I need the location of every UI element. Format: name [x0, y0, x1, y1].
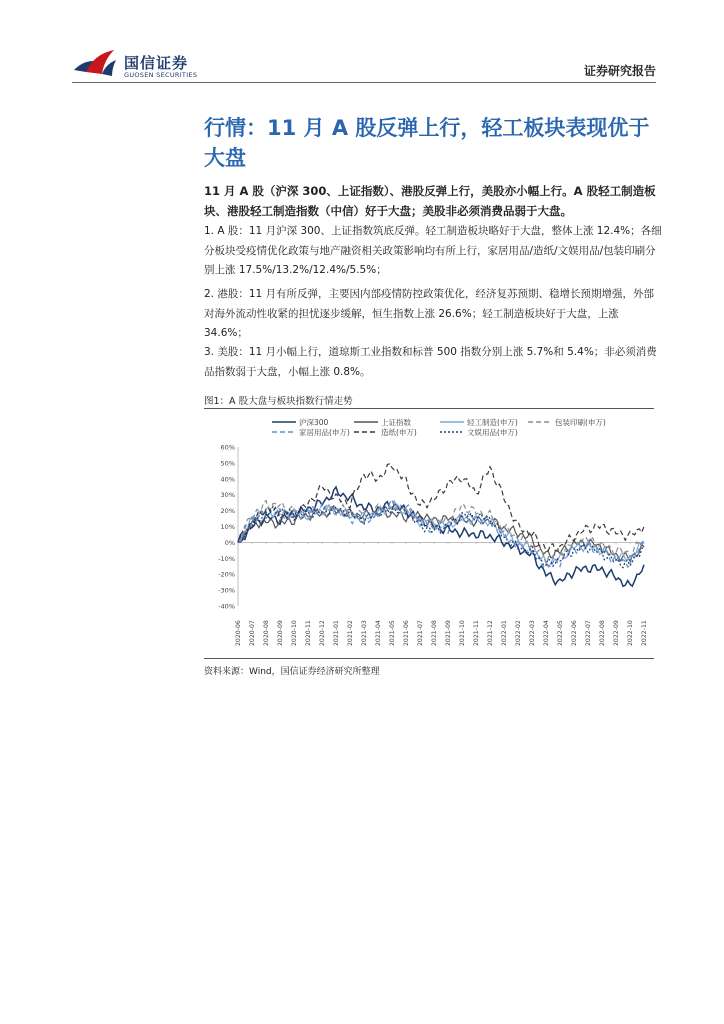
x-tick-label: 2022-07: [585, 620, 592, 646]
legend-label: 文娱用品(申万): [467, 428, 518, 437]
x-tick-label: 2020-12: [319, 620, 326, 646]
x-tick-label: 2020-10: [291, 620, 298, 646]
x-tick-label: 2022-05: [557, 620, 564, 646]
x-tick-label: 2020-09: [277, 620, 284, 646]
x-tick-label: 2021-02: [347, 620, 354, 646]
legend-label: 轻工制造(申万): [467, 418, 518, 427]
paragraph-us-share: 3. 美股：11 月小幅上行，道琼斯工业指数和标普 500 指数分别上涨 5.7%和 5.4%；非必须消费品指数弱于大盘，小幅上涨 0.8%。: [204, 346, 657, 378]
y-tick-label: -40%: [218, 602, 235, 611]
y-tick-label: 10%: [220, 523, 235, 531]
x-tick-label: 2021-11: [473, 620, 480, 646]
legend-label: 上证指数: [381, 418, 411, 427]
paragraph-hk-share: 2. 港股：11 月有所反弹，主要因内部疫情防控政策优化，经济复苏预期、稳增长预期增强，外部对海外流动性收紧的担忧逐步缓解，恒生指数上涨 26.6%；轻工制造板块好于大盘，上涨 34.6%；: [204, 288, 655, 339]
x-tick-label: 2021-05: [389, 620, 396, 646]
legend-label: 家居用品(申万): [299, 428, 350, 437]
x-tick-label: 2021-09: [445, 620, 452, 646]
y-tick-label: 30%: [220, 491, 235, 500]
series-line: [238, 487, 644, 586]
legend-label: 造纸(申万): [381, 428, 417, 437]
x-tick-label: 2022-01: [501, 620, 508, 646]
y-tick-label: 20%: [220, 507, 235, 516]
x-tick-label: 2021-03: [361, 620, 368, 646]
y-tick-label: 50%: [220, 459, 235, 468]
x-tick-label: 2020-11: [305, 620, 312, 646]
x-tick-label: 2020-06: [235, 620, 242, 646]
y-tick-label: 60%: [220, 443, 235, 452]
series-line: [238, 504, 644, 567]
figure-top-rule: [204, 408, 654, 409]
section-title: 行情：11 月 A 股反弹上行，轻工板块表现优于大盘: [204, 116, 650, 170]
guosen-logo-icon: [72, 48, 118, 78]
paragraph-a-share: 1. A 股：11 月沪深 300、上证指数筑底反弹。轻工制造板块略好于大盘，整体上涨 12.4%；各细分板块受疫情优化政策与地产融资相关政策影响均有所上行，家居用品/造纸/文娱用品/包装印刷分别上涨 17.5%/13.2%/12.4%/5.5%；: [204, 225, 662, 276]
y-tick-label: 40%: [220, 475, 235, 484]
legend-label: 包装印刷(申万): [555, 418, 606, 427]
x-tick-label: 2021-04: [375, 620, 382, 646]
brand-name-cn: 国信证券: [124, 54, 189, 72]
y-tick-label: 0%: [224, 538, 235, 547]
x-tick-label: 2021-10: [459, 620, 466, 646]
series-line: [238, 464, 644, 552]
report-type-label: 证券研究报告: [583, 64, 656, 78]
x-tick-label: 2022-09: [613, 620, 620, 646]
x-tick-label: 2021-07: [417, 620, 424, 646]
x-tick-label: 2020-07: [249, 620, 256, 646]
x-tick-label: 2022-06: [571, 620, 578, 646]
x-tick-label: 2022-10: [627, 620, 634, 646]
y-tick-label: -30%: [218, 586, 235, 595]
y-tick-label: -20%: [218, 570, 235, 579]
brand-name-en: GUOSEN SECURITIES: [124, 71, 198, 79]
figure-title: 图1：A 股大盘与板块指数行情走势: [204, 396, 353, 407]
x-tick-label: 2022-04: [543, 620, 550, 646]
x-tick-label: 2021-08: [431, 620, 438, 646]
guosen-logo: [72, 44, 202, 84]
header-divider: [72, 82, 656, 83]
x-tick-label: 2020-08: [263, 620, 270, 646]
figure-bottom-rule: [204, 658, 654, 659]
x-tick-label: 2022-08: [599, 620, 606, 646]
x-tick-label: 2022-02: [515, 620, 522, 646]
x-tick-label: 2021-06: [403, 620, 410, 646]
figure-source: 资料来源：Wind，国信证券经济研究所整理: [204, 667, 380, 677]
x-tick-label: 2021-01: [333, 620, 340, 646]
section-summary: 11 月 A 股（沪深 300、上证指数）、港股反弹上行，美股亦小幅上行。A 股轻工制造板块、港股轻工制造指数（中信）好于大盘；美股非必须消费品弱于大盘。: [204, 184, 656, 218]
x-tick-label: 2022-03: [529, 620, 536, 646]
y-tick-label: -10%: [218, 554, 235, 563]
index-trend-chart: [204, 410, 656, 656]
x-tick-label: 2021-12: [487, 620, 494, 646]
legend-label: 沪深300: [299, 418, 329, 427]
x-tick-label: 2022-11: [641, 620, 648, 646]
